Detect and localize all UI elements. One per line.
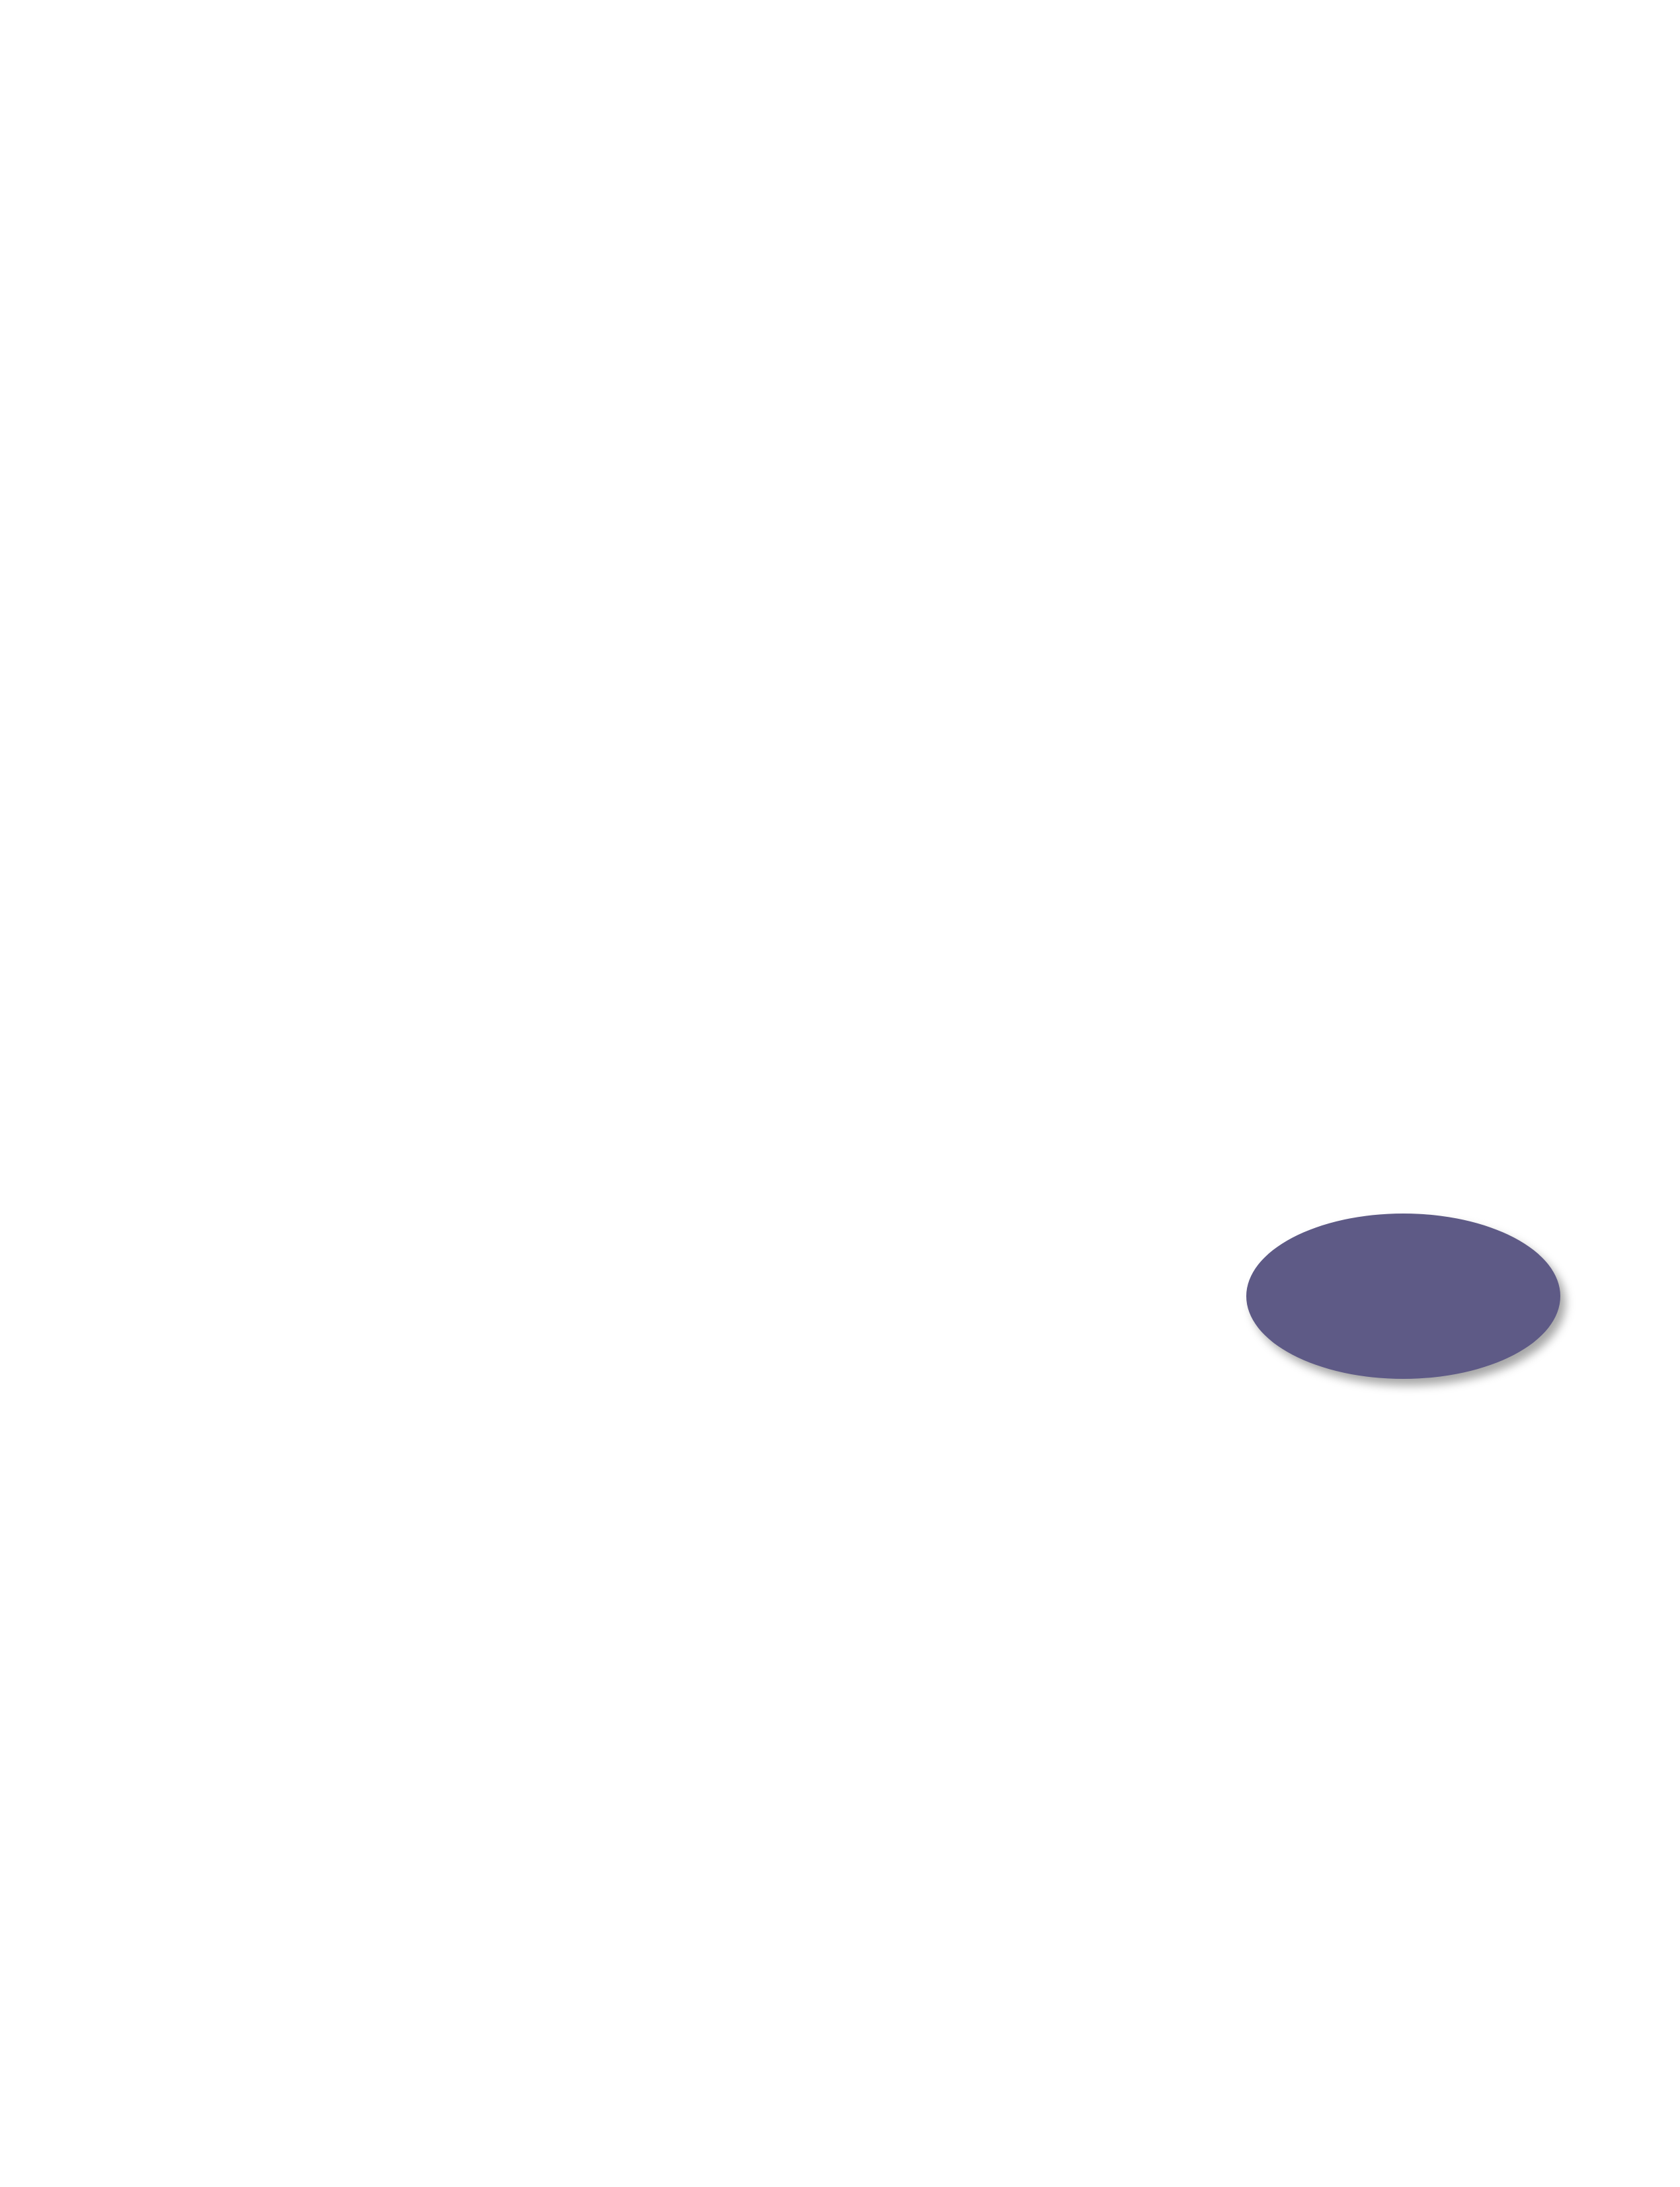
tip-bubble — [1246, 1214, 1560, 1379]
